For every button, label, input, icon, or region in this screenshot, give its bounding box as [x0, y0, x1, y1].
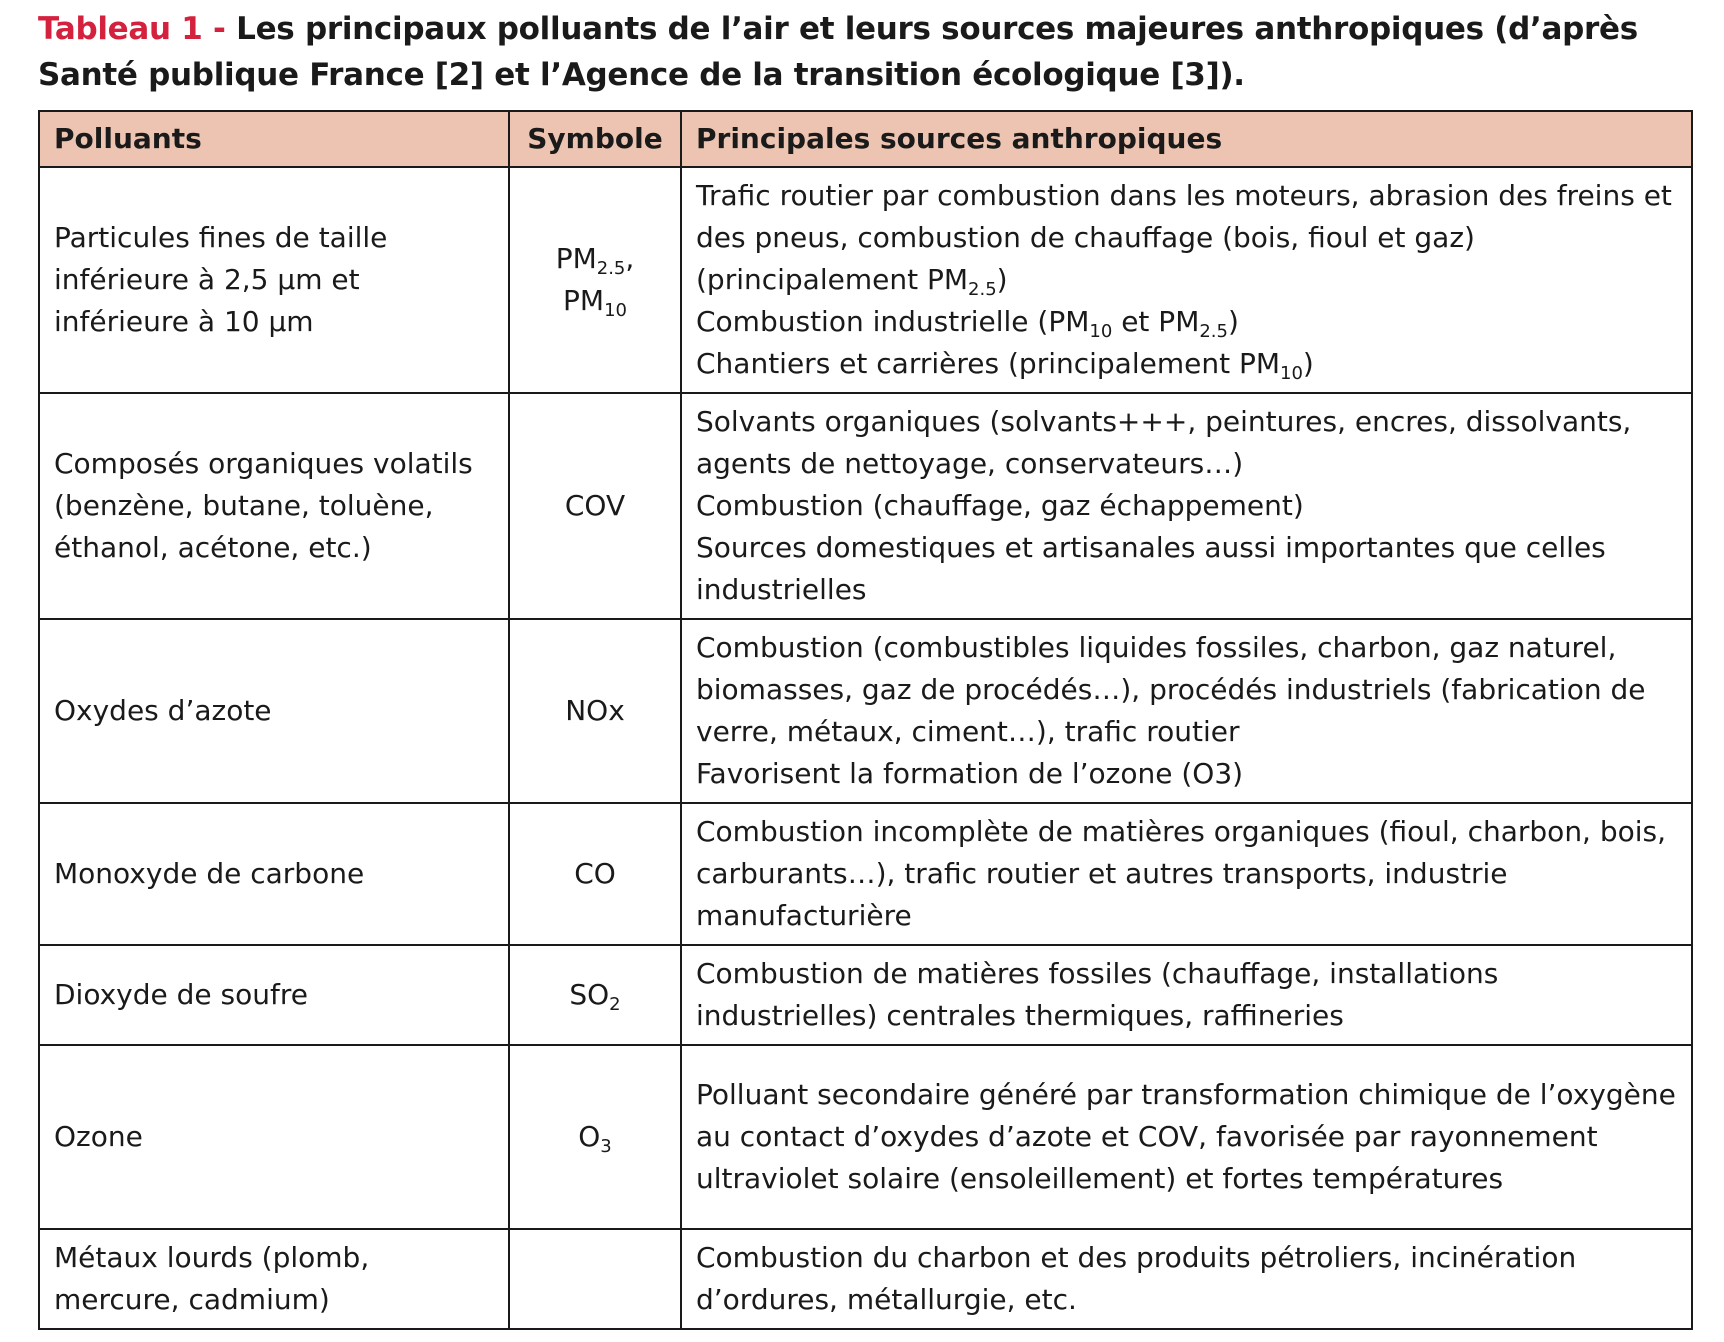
header-symbol: Symbole: [509, 111, 681, 167]
cell-sources: [681, 1229, 1692, 1329]
table-row: [39, 945, 1692, 1045]
cell-sources: [681, 619, 1692, 803]
cell-pollutant: Métaux lourds (plomb, mercure, cadmium): [39, 1229, 509, 1329]
source-line: [696, 301, 1677, 343]
source-subscript: 10: [1089, 321, 1113, 342]
source-subscript: 2.5: [968, 279, 997, 300]
cell-symbol: [509, 1045, 681, 1229]
table-header-row: [39, 111, 1692, 167]
cell-symbol: [509, 1229, 681, 1329]
pollutants-table: [38, 110, 1693, 1330]
cell-sources: [681, 803, 1692, 945]
symbol-subscript: 3: [600, 1136, 612, 1157]
source-text: Chantiers et carrières (principalement PM: [696, 347, 1281, 380]
table-row: [39, 1229, 1692, 1329]
symbol-separator: ,: [625, 242, 635, 275]
source-line: Solvants organiques (solvants+++, peintures, encres, dissolvants, agents de nettoyage, conservateurs…): [696, 405, 1632, 480]
source-line: Combustion du charbon et des produits pétroliers, incinération d’ordures, métallurgie, etc.: [696, 1241, 1577, 1316]
source-text: ): [996, 263, 1008, 296]
source-text: Trafic routier par combustion dans les moteurs, abrasion des freins et des pneus, combustion de chauffage (bois, fioul et gaz) (principalement PM: [696, 179, 1672, 296]
source-line: [696, 175, 1677, 301]
symbol-base: O: [578, 1120, 601, 1153]
symbol-base: SO: [569, 978, 610, 1011]
symbol-base: PM: [555, 242, 597, 275]
symbol-subscript: 10: [604, 300, 627, 321]
table-row: [39, 393, 1692, 619]
cell-pollutant: Oxydes d’azote: [39, 619, 509, 803]
source-text: ): [1228, 305, 1239, 338]
cell-symbol: CO: [509, 803, 681, 945]
cell-pollutant: Monoxyde de carbone: [39, 803, 509, 945]
cell-sources: [681, 1045, 1692, 1229]
caption-label: Tableau 1 -: [38, 11, 226, 47]
header-sources: Principales sources anthropiques: [681, 111, 1692, 167]
source-text: Combustion industrielle (PM: [696, 305, 1090, 338]
source-subscript: 10: [1280, 363, 1303, 384]
cell-symbol: [509, 167, 681, 393]
source-line: Combustion (chauffage, gaz échappement): [696, 489, 1304, 522]
source-line: [696, 343, 1677, 385]
table-row: [39, 803, 1692, 945]
symbol-subscript: 2: [609, 994, 621, 1015]
caption-text: Les principaux polluants de l’air et leurs sources majeures anthropiques (d’après Santé publique France [2] et l’Agence de la transition écologique [3]).: [38, 11, 1638, 93]
cell-sources: [681, 945, 1692, 1045]
source-line: Sources domestiques et artisanales aussi importantes que celles industrielles: [696, 531, 1606, 606]
cell-symbol: COV: [509, 393, 681, 619]
cell-pollutant: Dioxyde de soufre: [39, 945, 509, 1045]
cell-sources: [681, 167, 1692, 393]
cell-symbol: [509, 945, 681, 1045]
source-line: Combustion de matières fossiles (chauffage, installations industrielles) centrales thermiques, raffineries: [696, 957, 1499, 1032]
cell-sources: [681, 393, 1692, 619]
symbol-base: PM: [563, 284, 605, 317]
header-pollutants: Polluants: [39, 111, 509, 167]
cell-pollutant: Particules fines de taille inférieure à 2,5 µm et inférieure à 10 µm: [39, 167, 509, 393]
symbol-subscript: 2.5: [596, 258, 626, 279]
table-row: [39, 167, 1692, 393]
source-subscript: 2.5: [1199, 321, 1228, 342]
cell-pollutant: Ozone: [39, 1045, 509, 1229]
source-line: Combustion (combustibles liquides fossiles, charbon, gaz naturel, biomasses, gaz de procédés…), procédés industriels (fabrication de verre, métaux, ciment…), trafic routier: [696, 631, 1646, 748]
cell-pollutant: Composés organiques volatils (benzène, butane, toluène, éthanol, acétone, etc.): [39, 393, 509, 619]
source-text: ): [1302, 347, 1314, 380]
source-text: et PM: [1112, 305, 1200, 338]
table-row: [39, 1045, 1692, 1229]
source-line: Favorisent la formation de l’ozone (O3): [696, 757, 1244, 790]
table-row: [39, 619, 1692, 803]
cell-symbol: NOx: [509, 619, 681, 803]
source-line: Combustion incomplète de matières organiques (fioul, charbon, bois, carburants…), trafic routier et autres transports, industrie manufacturière: [696, 815, 1667, 932]
source-line: Polluant secondaire généré par transformation chimique de l’oxygène au contact d’oxydes d’azote et COV, favorisée par rayonnement ultraviolet solaire (ensoleillement) et fortes températures: [696, 1078, 1676, 1195]
table-caption: [38, 6, 1688, 98]
